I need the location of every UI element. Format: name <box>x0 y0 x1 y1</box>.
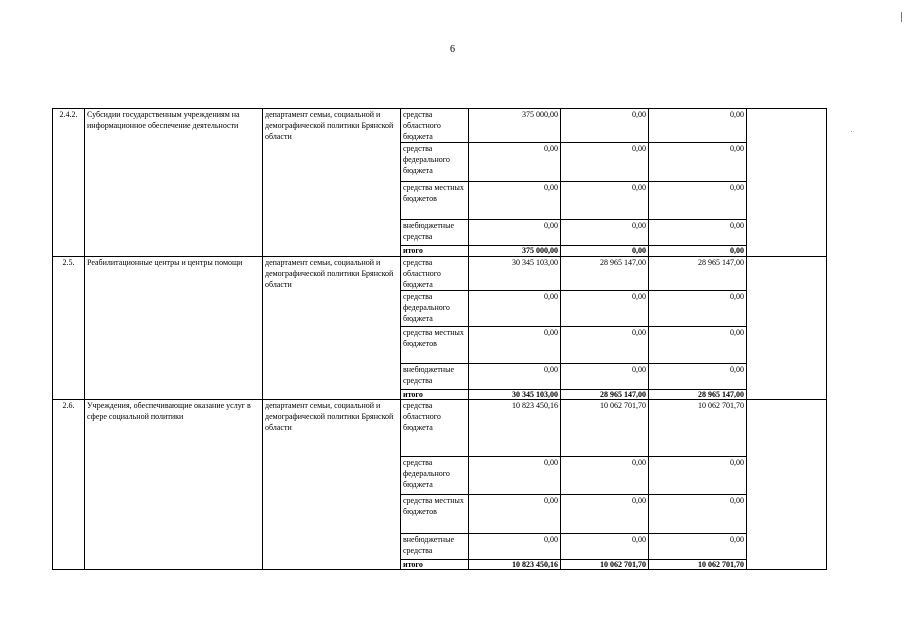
total-year2: 10 062 701,70 <box>561 559 649 569</box>
page-number: 6 <box>450 44 455 55</box>
section-executor: департамент семьи, социальной и демографической политики Брянской области <box>263 256 401 400</box>
section-code: 2.6. <box>53 400 85 570</box>
funding-source: средства областного бюджета <box>401 109 469 143</box>
value-year1: 0,00 <box>469 533 561 559</box>
funding-source: средства федерального бюджета <box>401 143 469 181</box>
value-year2: 0,00 <box>561 327 649 363</box>
table-row <box>53 400 827 457</box>
total-year2: 28 965 147,00 <box>561 389 649 399</box>
budget-table <box>52 108 827 570</box>
value-year1: 375 000,00 <box>469 109 561 143</box>
funding-source: средства федерального бюджета <box>401 290 469 326</box>
value-year3: 0,00 <box>649 456 747 494</box>
funding-source: средства местных бюджетов <box>401 181 469 219</box>
value-year3: 0,00 <box>649 290 747 326</box>
total-label: итого <box>401 246 469 256</box>
value-year3: 28 965 147,00 <box>649 256 747 290</box>
total-year2: 0,00 <box>561 246 649 256</box>
value-year1: 0,00 <box>469 143 561 181</box>
value-year2: 0,00 <box>561 456 649 494</box>
funding-source: внебюджетные средства <box>401 220 469 246</box>
value-year2: 0,00 <box>561 109 649 143</box>
section-code: 2.5. <box>53 256 85 400</box>
value-year2: 0,00 <box>561 363 649 389</box>
funding-source: средства местных бюджетов <box>401 495 469 533</box>
scan-speck <box>851 131 852 132</box>
total-year1: 30 345 103,00 <box>469 389 561 399</box>
total-year1: 10 823 450,16 <box>469 559 561 569</box>
empty-cell <box>747 400 827 570</box>
empty-cell <box>747 109 827 257</box>
funding-source: средства областного бюджета <box>401 256 469 290</box>
value-year2: 0,00 <box>561 143 649 181</box>
value-year2: 0,00 <box>561 181 649 219</box>
value-year1: 0,00 <box>469 220 561 246</box>
value-year2: 0,00 <box>561 495 649 533</box>
value-year1: 0,00 <box>469 181 561 219</box>
section-executor: департамент семьи, социальной и демографической политики Брянской области <box>263 109 401 257</box>
funding-source: средства федерального бюджета <box>401 456 469 494</box>
value-year3: 0,00 <box>649 220 747 246</box>
value-year2: 0,00 <box>561 290 649 326</box>
section-executor: департамент семьи, социальной и демографической политики Брянской области <box>263 400 401 570</box>
value-year1: 30 345 103,00 <box>469 256 561 290</box>
section-name: Субсидии государственным учреждениям на информационное обеспечение деятельности <box>85 109 263 257</box>
value-year3: 0,00 <box>649 495 747 533</box>
empty-cell <box>747 256 827 400</box>
section-name: Учреждения, обеспечивающие оказание услуг в сфере социальной политики <box>85 400 263 570</box>
value-year1: 0,00 <box>469 495 561 533</box>
scan-edge-mark <box>901 12 902 22</box>
value-year1: 0,00 <box>469 363 561 389</box>
funding-source: средства местных бюджетов <box>401 327 469 363</box>
value-year3: 0,00 <box>649 181 747 219</box>
value-year2: 0,00 <box>561 220 649 246</box>
value-year1: 10 823 450,16 <box>469 400 561 457</box>
table-row <box>53 256 827 290</box>
total-label: итого <box>401 559 469 569</box>
funding-source: средства областного бюджета <box>401 400 469 457</box>
value-year3: 0,00 <box>649 109 747 143</box>
value-year3: 10 062 701,70 <box>649 400 747 457</box>
value-year1: 0,00 <box>469 456 561 494</box>
value-year3: 0,00 <box>649 327 747 363</box>
table-row <box>53 109 827 143</box>
funding-source: внебюджетные средства <box>401 363 469 389</box>
total-year3: 10 062 701,70 <box>649 559 747 569</box>
funding-source: внебюджетные средства <box>401 533 469 559</box>
section-name: Реабилитационные центры и центры помощи <box>85 256 263 400</box>
total-year1: 375 000,00 <box>469 246 561 256</box>
value-year2: 28 965 147,00 <box>561 256 649 290</box>
value-year3: 0,00 <box>649 363 747 389</box>
value-year3: 0,00 <box>649 533 747 559</box>
section-code: 2.4.2. <box>53 109 85 257</box>
total-year3: 0,00 <box>649 246 747 256</box>
value-year1: 0,00 <box>469 290 561 326</box>
value-year3: 0,00 <box>649 143 747 181</box>
value-year1: 0,00 <box>469 327 561 363</box>
value-year2: 10 062 701,70 <box>561 400 649 457</box>
value-year2: 0,00 <box>561 533 649 559</box>
total-label: итого <box>401 389 469 399</box>
total-year3: 28 965 147,00 <box>649 389 747 399</box>
